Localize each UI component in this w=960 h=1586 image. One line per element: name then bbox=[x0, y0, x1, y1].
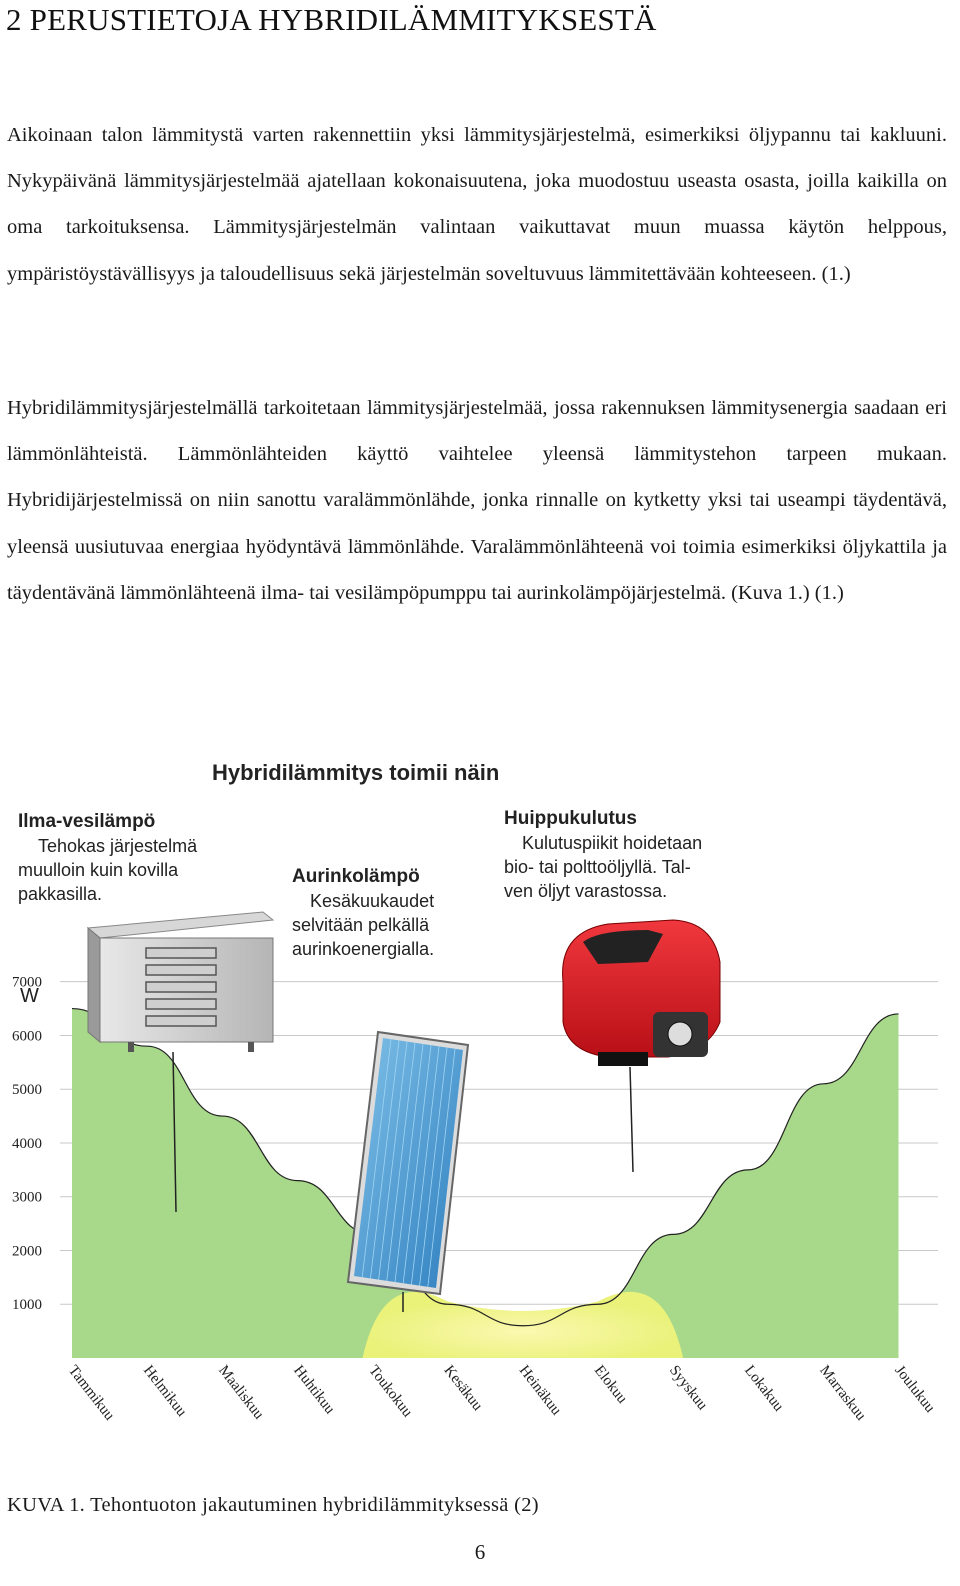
oil-burner-image bbox=[563, 920, 720, 1172]
y-axis-label: W bbox=[20, 985, 39, 1007]
source-desc-line: muulloin kuin kovilla bbox=[18, 860, 179, 880]
source-desc-line: Kulutuspiikit hoidetaan bbox=[522, 833, 703, 853]
solar-panel-image bbox=[348, 1032, 468, 1312]
source-peak bbox=[504, 808, 702, 901]
x-tick-label: Syyskuu bbox=[665, 1362, 711, 1414]
x-tick-label: Tammikuu bbox=[64, 1362, 118, 1424]
source-heat-pump bbox=[18, 811, 198, 904]
x-tick-label: Elokuu bbox=[590, 1362, 631, 1407]
figure-title: Hybridilämmitys toimii näin bbox=[212, 760, 500, 785]
source-desc-line: Tehokas järjestelmä bbox=[38, 836, 198, 856]
y-tick-label: 5000 bbox=[12, 1082, 42, 1099]
x-tick-label: Marraskuu bbox=[816, 1362, 869, 1424]
x-tick-label: Joulukuu bbox=[891, 1362, 938, 1416]
source-desc-line: selvitään pelkällä bbox=[292, 915, 430, 935]
x-tick-label: Toukokuu bbox=[365, 1362, 416, 1421]
source-title: Ilma-vesilämpö bbox=[18, 811, 156, 832]
y-tick-label: 6000 bbox=[12, 1028, 42, 1045]
y-tick-label: 3000 bbox=[12, 1189, 42, 1206]
source-desc-line: ven öljyt varastossa. bbox=[504, 881, 668, 901]
x-tick-label: Helmikuu bbox=[139, 1362, 190, 1420]
x-tick-label: Huhtikuu bbox=[290, 1362, 338, 1418]
source-desc-line: Kesäkuukaudet bbox=[310, 891, 435, 911]
paragraph-2: Hybridilämmitysjärjestelmällä tarkoitetaan lämmitysjärjestelmää, jossa rakennuksen lämmitysenergia saadaan eri lämmönlähteistä. Lämmönlähteiden käyttö vaihtelee yleensä lämmitystehon tarpeen mukaan. Hybridijärjestelmissä on niin sanottu varalämmönlähde, jonka rinnalle on kytketty yksi tai useampi täydentävä, yleensä uusiutuvaa energiaa hyödyntävä lämmönlähde. Varalämmönlähteenä voi toimia esimerkiksi öljykattila ja täydentävänä lämmönlähteenä ilma- tai vesilämpöpumppu tai aurinkolämpöjärjestelmä. (Kuva 1.) (1.) bbox=[7, 397, 947, 604]
x-tick-label: Lokakuu bbox=[741, 1362, 787, 1415]
source-desc-line: pakkasilla. bbox=[18, 884, 103, 904]
figure-caption: KUVA 1. Tehontuoton jakautuminen hybridilämmityksessä (2) bbox=[7, 1494, 539, 1516]
page-number: 6 bbox=[474, 1540, 486, 1564]
hybrid-heating-figure bbox=[8, 752, 946, 1440]
y-tick-label: 4000 bbox=[12, 1135, 42, 1152]
x-tick-label: Heinäkuu bbox=[515, 1362, 565, 1419]
y-tick-label: 2000 bbox=[12, 1243, 42, 1260]
source-desc-line: aurinkoenergialla. bbox=[292, 939, 435, 959]
area-oil-peak bbox=[72, 1009, 899, 1358]
figure-canvas bbox=[8, 752, 946, 1440]
y-tick-label: 1000 bbox=[12, 1297, 42, 1314]
paragraph-1: Aikoinaan talon lämmitystä varten rakennettiin yksi lämmitysjärjestelmä, esimerkiksi öljypannu tai kakluuni. Nykypäivänä lämmitysjärjestelmää ajatellaan kokonaisuutena, joka muodostuu useasta osasta, joilla kaikilla on oma tarkoituksensa. Lämmitysjärjestelmän valintaan vaikuttavat muun muassa käytön helppous, ympäristöystävällisyys ja taloudellisuus sekä järjestelmän soveltuvuus lämmitettävään kohteeseen. (1.) bbox=[7, 124, 947, 285]
source-title: Huippukulutus bbox=[504, 808, 637, 829]
section-heading: 2 PERUSTIETOJA HYBRIDILÄMMITYKSESTÄ bbox=[6, 2, 657, 37]
source-desc-line: bio- tai polttoöljyllä. Tal- bbox=[504, 857, 691, 877]
source-solar bbox=[292, 866, 434, 959]
source-title: Aurinkolämpö bbox=[292, 866, 420, 887]
x-tick-label: Maaliskuu bbox=[215, 1362, 267, 1423]
area-solar bbox=[363, 1292, 684, 1358]
x-tick-label: Kesäkuu bbox=[440, 1362, 486, 1414]
y-tick-label: 7000 bbox=[12, 974, 42, 991]
